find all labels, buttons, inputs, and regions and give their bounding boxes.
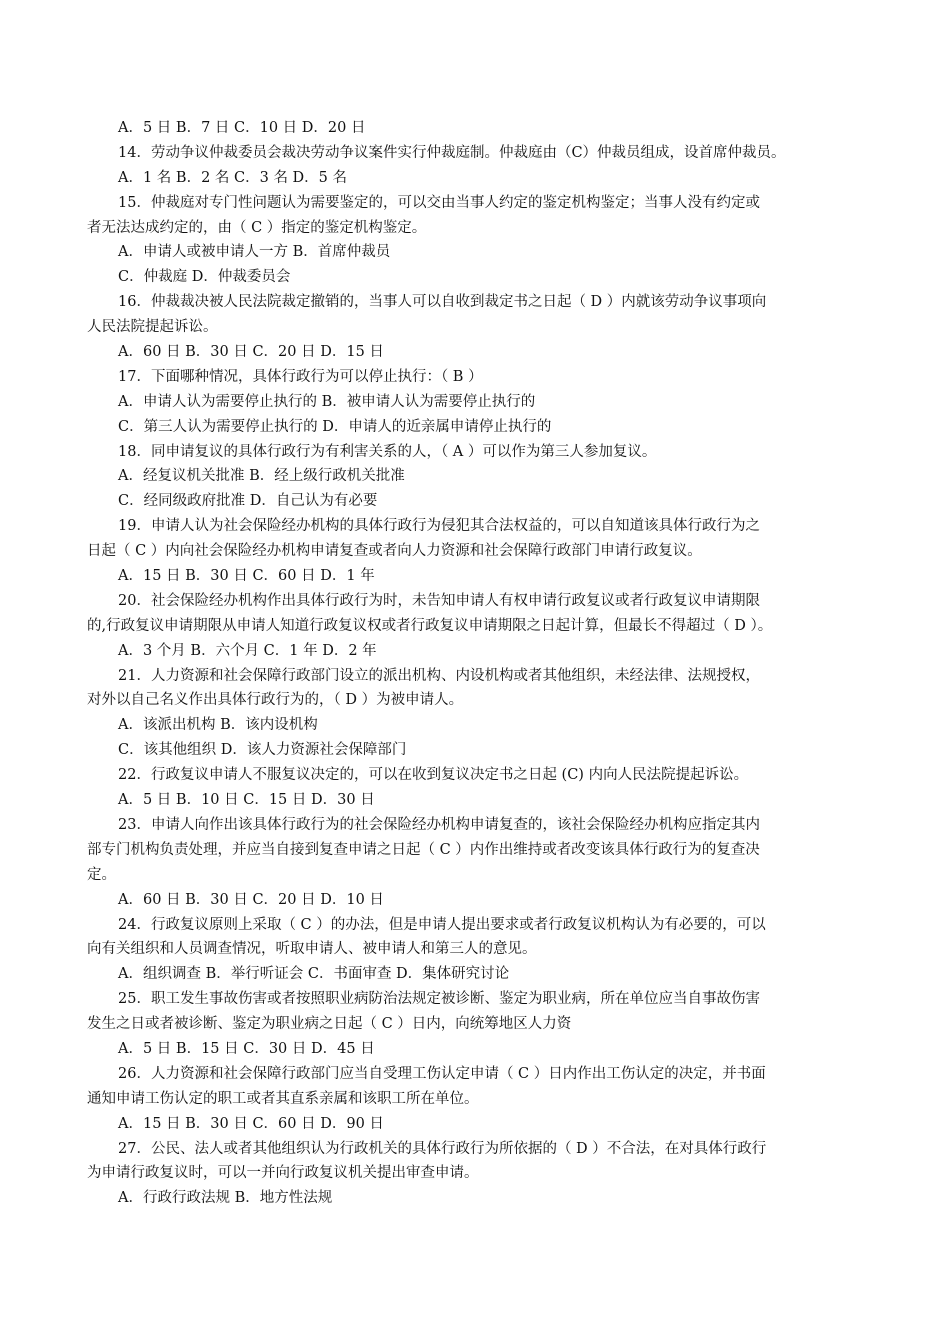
text-line: A．行政行政法规 B．地方性法规 xyxy=(118,1190,333,1207)
text-line: 部专门机构负责处理，并应当自接到复查申请之日起（ C ）内作出维持或者改变该具体行政行为的复查决 xyxy=(87,841,760,858)
question-list xyxy=(87,116,867,1211)
text-line: A．5 日 B．10 日 C．15 日 D．30 日 xyxy=(118,792,375,809)
text-line: 的,行政复议申请期限从申请人知道行政复议权或者行政复议申请期限之日起计算，但最长不得超过（ D ）。 xyxy=(87,617,773,634)
text-line: 24．行政复议原则上采取（ C ）的办法，但是申请人提出要求或者行政复议机构认为有必要的，可以 xyxy=(118,916,766,933)
text-line: A．申请人或被申请人一方 B．首席仲裁员 xyxy=(118,244,391,261)
text-line: A．60 日 B．30 日 C．20 日 D．10 日 xyxy=(118,891,384,908)
text-line: 22．行政复议申请人不服复议决定的，可以在收到复议决定书之日起 (C) 内向人民法院提起诉讼。 xyxy=(118,767,749,784)
text-line: 向有关组织和人员调查情况，听取申请人、被申请人和第三人的意见。 xyxy=(87,941,537,958)
text-line: 者无法达成约定的，由（ C ）指定的鉴定机构鉴定。 xyxy=(87,219,427,236)
text-line: 日起（ C ）内向社会保险经办机构申请复查或者向人力资源和社会保障行政部门申请行政复议。 xyxy=(87,543,702,560)
text-line: 对外以自己名义作出具体行政行为的，（ D ）为被申请人。 xyxy=(87,692,464,709)
text-line: A．5 日 B．7 日 C．10 日 D．20 日 xyxy=(118,120,366,136)
text-line: A．15 日 B．30 日 C．60 日 D．90 日 xyxy=(118,1115,384,1132)
text-line: A．组织调查 B．举行听证会 C．书面审查 D．集体研究讨论 xyxy=(118,966,510,983)
text-line: 15．仲裁庭对专门性问题认为需要鉴定的，可以交由当事人约定的鉴定机构鉴定；当事人没有约定或 xyxy=(118,194,760,211)
text-line: 人民法院提起诉讼。 xyxy=(87,319,218,336)
text-line: 14．劳动争议仲裁委员会裁决劳动争议案件实行仲裁庭制。仲裁庭由（C）仲裁员组成，设首席仲裁员。 xyxy=(118,144,786,161)
text-line: 27．公民、法人或者其他组织认为行政机关的具体行政行为所依据的（ D ）不合法，在对具体行政行 xyxy=(118,1140,767,1157)
text-line: 16．仲裁裁决被人民法院裁定撤销的，当事人可以自收到裁定书之日起（ D ）内就该劳动争议事项向 xyxy=(118,294,767,311)
text-line: 25．职工发生事故伤害或者按照职业病防治法规定被诊断、鉴定为职业病，所在单位应当自事故伤害 xyxy=(118,991,760,1008)
text-line: 19．申请人认为社会保险经办机构的具体行政行为侵犯其合法权益的，可以自知道该具体行政行为之 xyxy=(118,518,760,535)
text-line: 20．社会保险经办机构作出具体行政行为时，未告知申请人有权申请行政复议或者行政复议申请期限 xyxy=(118,592,760,609)
text-line: A．60 日 B．30 日 C．20 日 D．15 日 xyxy=(118,344,384,361)
text-line: 26．人力资源和社会保障行政部门应当自受理工伤认定申请（ C ）日内作出工伤认定的决定，并书面 xyxy=(118,1065,766,1082)
text-line: 为申请行政复议时，可以一并向行政复议机关提出审查申请。 xyxy=(87,1165,479,1182)
text-line: A．5 日 B．15 日 C．30 日 D．45 日 xyxy=(118,1040,375,1057)
text-line: 18．同申请复议的具体行政行为有利害关系的人，（ A ）可以作为第三人参加复议。 xyxy=(118,443,657,460)
text-line: A．申请人认为需要停止执行的 B．被申请人认为需要停止执行的 xyxy=(118,393,536,410)
text-line: A．1 名 B．2 名 C．3 名 D．5 名 xyxy=(118,169,348,186)
text-line: C．第三人认为需要停止执行的 D．申请人的近亲属申请停止执行的 xyxy=(118,418,552,435)
text-line: 21．人力资源和社会保障行政部门设立的派出机构、内设机构或者其他组织，未经法律、法规授权， xyxy=(118,667,760,684)
text-line: A．该派出机构 B．该内设机构 xyxy=(118,717,318,734)
text-line: A．经复议机关批准 B．经上级行政机关批准 xyxy=(118,468,405,485)
text-line: C．该其他组织 D．该人力资源社会保障部门 xyxy=(118,742,407,759)
text-line: A．3 个月 B．六个月 C．1 年 D．2 年 xyxy=(118,642,377,659)
text-line: 23．申请人向作出该具体行政行为的社会保险经办机构申请复查的，该社会保险经办机构应指定其内 xyxy=(118,816,760,833)
text-line: C．仲裁庭 D．仲裁委员会 xyxy=(118,269,291,286)
text-line: 发生之日或者被诊断、鉴定为职业病之日起（ C ）日内，向统筹地区人力资 xyxy=(87,1016,572,1033)
text-line: 定。 xyxy=(87,866,116,883)
text-line: 通知申请工伤认定的职工或者其直系亲属和该职工所在单位。 xyxy=(87,1090,479,1107)
text-line: C．经同级政府批准 D．自己认为有必要 xyxy=(118,493,378,510)
text-line: 17．下面哪种情况，具体行政行为可以停止执行：（ B ） xyxy=(118,368,483,385)
text-line: A．15 日 B．30 日 C．60 日 D．1 年 xyxy=(118,568,375,585)
